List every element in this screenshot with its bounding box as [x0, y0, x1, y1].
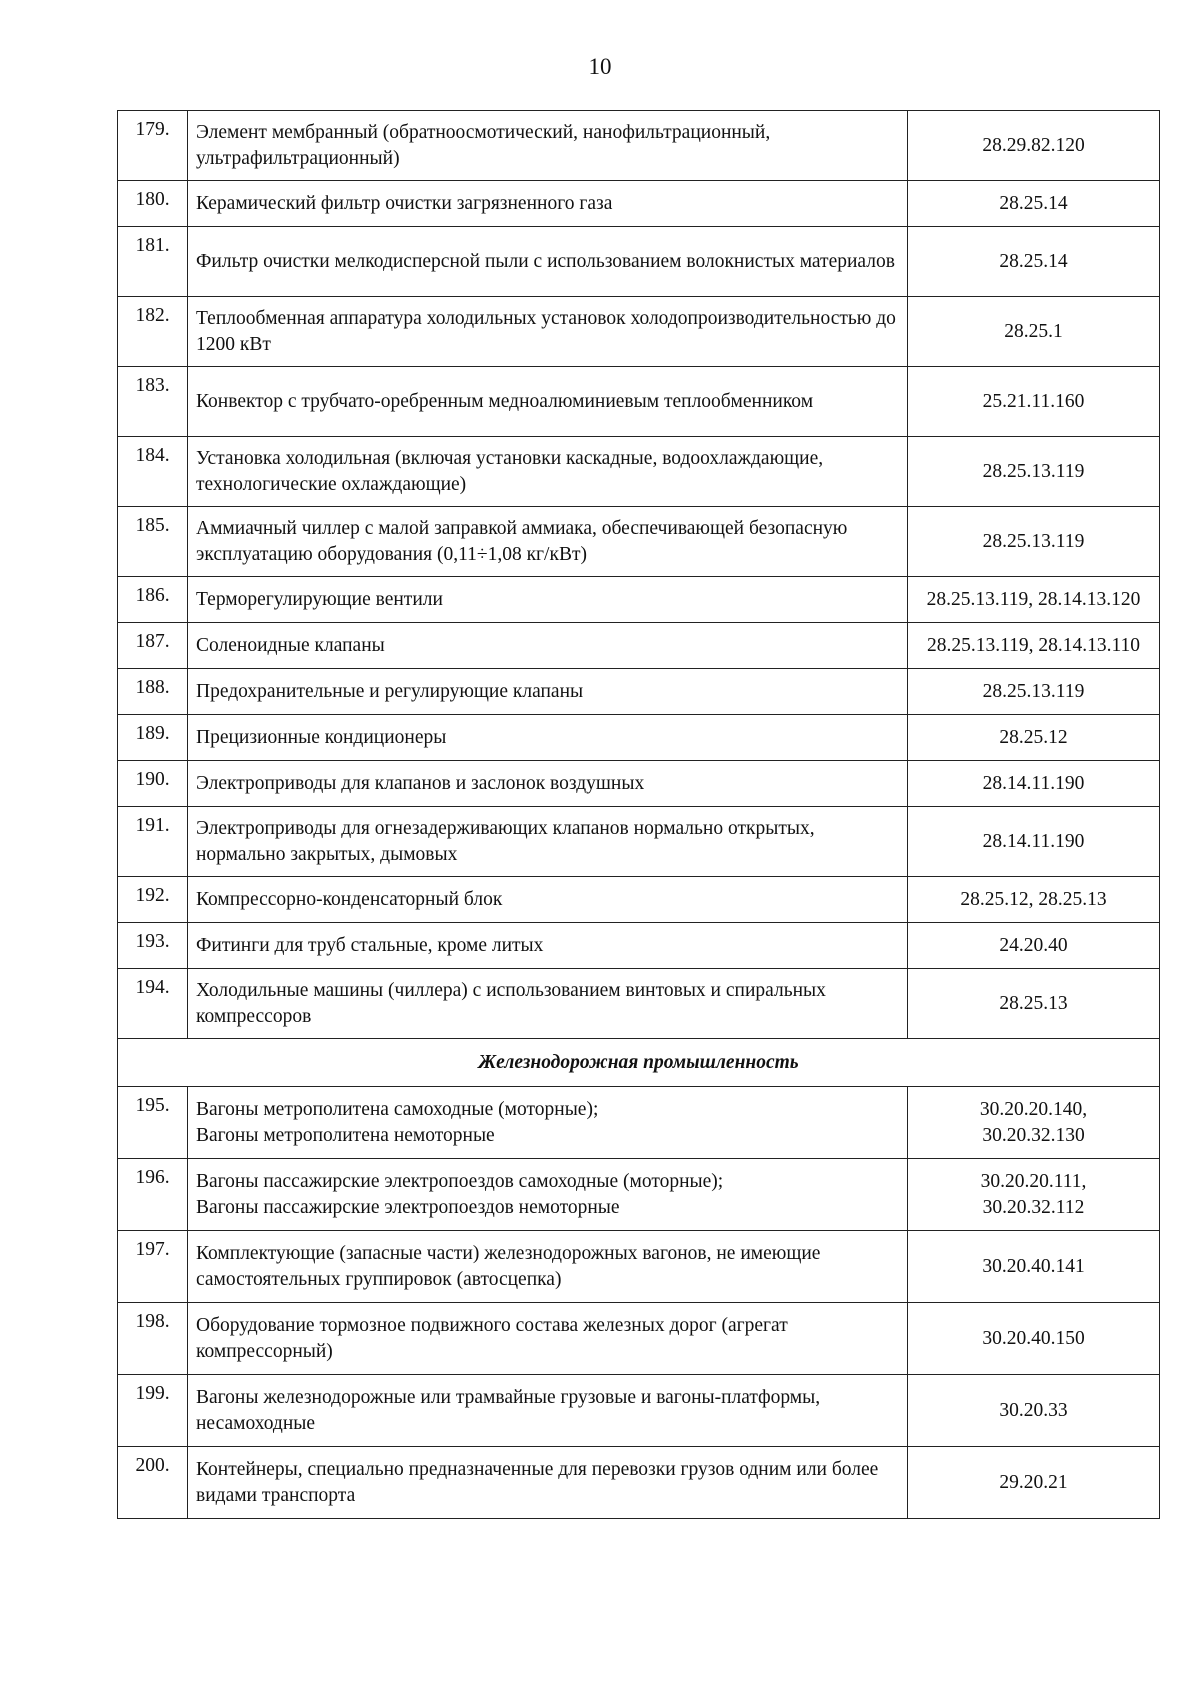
product-name: Вагоны метрополитена самоходные (моторные); Вагоны метрополитена немоторные	[188, 1087, 908, 1159]
product-name: Контейнеры, специально предназначенные для перевозки грузов одним или более видами транспорта	[188, 1447, 908, 1519]
product-name: Керамический фильтр очистки загрязненного газа	[188, 181, 908, 227]
product-codes-table	[117, 110, 1160, 1519]
okpd2-code: 28.25.12, 28.25.13	[908, 877, 1160, 923]
row-number: 182.	[118, 297, 188, 367]
row-number: 179.	[118, 111, 188, 181]
okpd2-code: 28.25.12	[908, 715, 1160, 761]
row-number: 189.	[118, 715, 188, 761]
okpd2-code: 28.25.13.119	[908, 669, 1160, 715]
table-row	[118, 181, 1160, 227]
table-row	[118, 297, 1160, 367]
table-row	[118, 1447, 1160, 1519]
product-name: Фильтр очистки мелкодисперсной пыли с использованием волокнистых материалов	[188, 227, 908, 297]
okpd2-code: 25.21.11.160	[908, 367, 1160, 437]
table-row	[118, 969, 1160, 1039]
okpd2-code: 28.25.14	[908, 227, 1160, 297]
product-name: Аммиачный чиллер с малой заправкой аммиака, обеспечивающей безопасную эксплуатацию оборудования (0,11÷1,08 кг/кВт)	[188, 507, 908, 577]
table-row	[118, 1159, 1160, 1231]
page-number: 10	[588, 54, 612, 79]
okpd2-code: 24.20.40	[908, 923, 1160, 969]
row-number: 188.	[118, 669, 188, 715]
section-row	[118, 1039, 1160, 1087]
table-row	[118, 1303, 1160, 1375]
table-row	[118, 669, 1160, 715]
okpd2-code: 30.20.40.150	[908, 1303, 1160, 1375]
product-name: Электроприводы для клапанов и заслонок воздушных	[188, 761, 908, 807]
row-number: 185.	[118, 507, 188, 577]
row-number: 183.	[118, 367, 188, 437]
okpd2-code: 30.20.20.111, 30.20.32.112	[908, 1159, 1160, 1231]
row-number: 194.	[118, 969, 188, 1039]
product-name: Теплообменная аппаратура холодильных установок холодопроизводительностью до 1200 кВт	[188, 297, 908, 367]
table-row	[118, 577, 1160, 623]
okpd2-code: 28.29.82.120	[908, 111, 1160, 181]
table-row	[118, 1375, 1160, 1447]
product-name: Комплектующие (запасные части) железнодорожных вагонов, не имеющие самостоятельных группировок (автосцепка)	[188, 1231, 908, 1303]
section-title: Железнодорожная промышленность	[118, 1039, 1160, 1087]
row-number: 186.	[118, 577, 188, 623]
product-name: Компрессорно-конденсаторный блок	[188, 877, 908, 923]
row-number: 191.	[118, 807, 188, 877]
table-row	[118, 437, 1160, 507]
table-row	[118, 507, 1160, 577]
okpd2-code: 28.14.11.190	[908, 761, 1160, 807]
okpd2-code: 30.20.33	[908, 1375, 1160, 1447]
table-row	[118, 111, 1160, 181]
okpd2-code: 30.20.20.140, 30.20.32.130	[908, 1087, 1160, 1159]
product-name: Элемент мембранный (обратноосмотический, нанофильтрационный, ультрафильтрационный)	[188, 111, 908, 181]
okpd2-code: 30.20.40.141	[908, 1231, 1160, 1303]
row-number: 199.	[118, 1375, 188, 1447]
okpd2-code: 28.25.13.119	[908, 437, 1160, 507]
product-name: Установка холодильная (включая установки каскадные, водоохлаждающие, технологические охлаждающие)	[188, 437, 908, 507]
table-row	[118, 227, 1160, 297]
table-row	[118, 623, 1160, 669]
product-name: Прецизионные кондиционеры	[188, 715, 908, 761]
row-number: 184.	[118, 437, 188, 507]
table-row	[118, 367, 1160, 437]
row-number: 200.	[118, 1447, 188, 1519]
row-number: 192.	[118, 877, 188, 923]
product-name: Электроприводы для огнезадерживающих клапанов нормально открытых, нормально закрытых, дымовых	[188, 807, 908, 877]
product-name: Терморегулирующие вентили	[188, 577, 908, 623]
product-name: Холодильные машины (чиллера) с использованием винтовых и спиральных компрессоров	[188, 969, 908, 1039]
okpd2-code: 28.25.14	[908, 181, 1160, 227]
table-row	[118, 761, 1160, 807]
product-name: Предохранительные и регулирующие клапаны	[188, 669, 908, 715]
row-number: 190.	[118, 761, 188, 807]
okpd2-code: 28.14.11.190	[908, 807, 1160, 877]
product-name: Конвектор с трубчато-оребренным медноалюминиевым теплообменником	[188, 367, 908, 437]
okpd2-code: 28.25.13.119, 28.14.13.120	[908, 577, 1160, 623]
table-row	[118, 1087, 1160, 1159]
product-name: Соленоидные клапаны	[188, 623, 908, 669]
product-name: Вагоны пассажирские электропоездов самоходные (моторные); Вагоны пассажирские электропоездов немоторные	[188, 1159, 908, 1231]
row-number: 197.	[118, 1231, 188, 1303]
table-row	[118, 923, 1160, 969]
okpd2-code: 28.25.13.119, 28.14.13.110	[908, 623, 1160, 669]
table-row	[118, 877, 1160, 923]
product-name: Оборудование тормозное подвижного состава железных дорог (агрегат компрессорный)	[188, 1303, 908, 1375]
table-row	[118, 1231, 1160, 1303]
row-number: 196.	[118, 1159, 188, 1231]
product-name: Фитинги для труб стальные, кроме литых	[188, 923, 908, 969]
okpd2-code: 29.20.21	[908, 1447, 1160, 1519]
okpd2-code: 28.25.13	[908, 969, 1160, 1039]
row-number: 181.	[118, 227, 188, 297]
row-number: 193.	[118, 923, 188, 969]
table-row	[118, 807, 1160, 877]
row-number: 198.	[118, 1303, 188, 1375]
okpd2-code: 28.25.13.119	[908, 507, 1160, 577]
row-number: 187.	[118, 623, 188, 669]
row-number: 180.	[118, 181, 188, 227]
row-number: 195.	[118, 1087, 188, 1159]
product-name: Вагоны железнодорожные или трамвайные грузовые и вагоны-платформы, несамоходные	[188, 1375, 908, 1447]
table-row	[118, 715, 1160, 761]
okpd2-code: 28.25.1	[908, 297, 1160, 367]
